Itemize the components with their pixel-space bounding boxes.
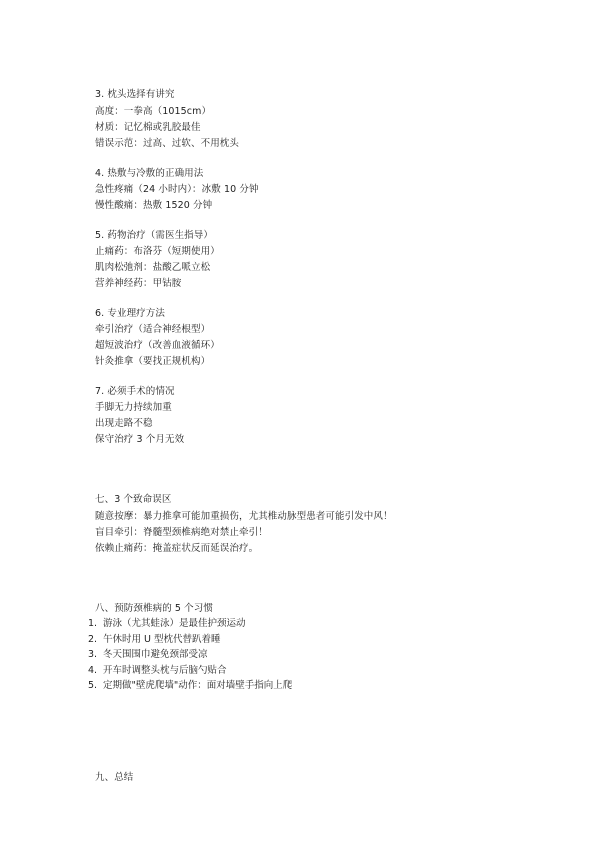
section-6-heading: 6. 专业理疗方法 <box>95 308 165 319</box>
habits-heading: 八、预防颈椎病的 5 个习惯 <box>95 603 213 614</box>
mistake-line-2: 盲目牵引：脊髓型颈椎病绝对禁止牵引！ <box>95 527 268 538</box>
list-item-number: 2. <box>88 633 98 645</box>
section-7-line-3: 保守治疗 3 个月无效 <box>95 434 185 445</box>
mistake-line-3: 依赖止痛药：掩盖症状反而延误治疗。 <box>95 543 259 554</box>
section-3-line-1: 高度：一拳高（1015cm） <box>95 106 212 117</box>
list-item-text: 冬天围围巾避免颈部受凉 <box>103 649 208 660</box>
list-item-text: 游泳（尤其蛙泳）是最佳护颈运动 <box>103 618 246 629</box>
section-6-line-1: 牵引治疗（适合神经根型） <box>95 324 211 335</box>
habits-list <box>88 618 292 696</box>
section-5-heading: 5. 药物治疗（需医生指导） <box>95 230 213 241</box>
list-item-text: 定期做"壁虎爬墙"动作：面对墙壁手指向上爬 <box>103 680 293 691</box>
section-3-line-2: 材质：记忆棉或乳胶最佳 <box>95 122 201 133</box>
section-6-line-3: 针灸推拿（要找正规机构） <box>95 356 211 367</box>
list-item-number: 1. <box>88 618 98 629</box>
section-5-line-2: 肌肉松弛剂：盐酸乙哌立松 <box>95 262 211 273</box>
section-6-line-2: 超短波治疗（改善血液循环） <box>95 340 220 351</box>
section-5-line-1: 止痛药：布洛芬（短期使用） <box>95 246 220 257</box>
mistakes-heading: 七、3 个致命误区 <box>95 494 172 505</box>
section-7-line-1: 手脚无力持续加重 <box>95 402 172 413</box>
list-item <box>88 649 292 665</box>
list-item <box>88 665 292 681</box>
section-4-line-1: 急性疼痛（24 小时内）：冰敷 10 分钟 <box>95 184 259 195</box>
section-3-line-3: 错误示范：过高、过软、不用枕头 <box>95 138 240 149</box>
section-5-line-3: 营养神经药：甲钴胺 <box>95 278 182 289</box>
section-7-line-2: 出现走路不稳 <box>95 418 153 429</box>
summary-heading: 九、总结 <box>95 772 134 783</box>
section-4-line-2: 慢性酸痛：热敷 1520 分钟 <box>95 200 213 211</box>
list-item <box>88 618 292 634</box>
mistake-line-1: 随意按摩：暴力推拿可能加重损伤，尤其椎动脉型患者可能引发中风！ <box>95 511 393 522</box>
section-4-heading: 4. 热敷与冷敷的正确用法 <box>95 168 204 179</box>
list-item <box>88 634 292 650</box>
list-item-number: 3. <box>88 649 98 660</box>
section-7-heading: 7. 必须手术的情况 <box>95 386 175 397</box>
list-item-number: 5. <box>88 680 98 691</box>
list-item-number: 4. <box>88 664 98 676</box>
section-3-heading: 3. 枕头选择有讲究 <box>95 89 175 100</box>
list-item <box>88 680 292 696</box>
list-item-text: 开车时调整头枕与后脑勺贴合 <box>103 664 227 676</box>
list-item-text: 午休时用 U 型枕代替趴着睡 <box>103 633 221 645</box>
